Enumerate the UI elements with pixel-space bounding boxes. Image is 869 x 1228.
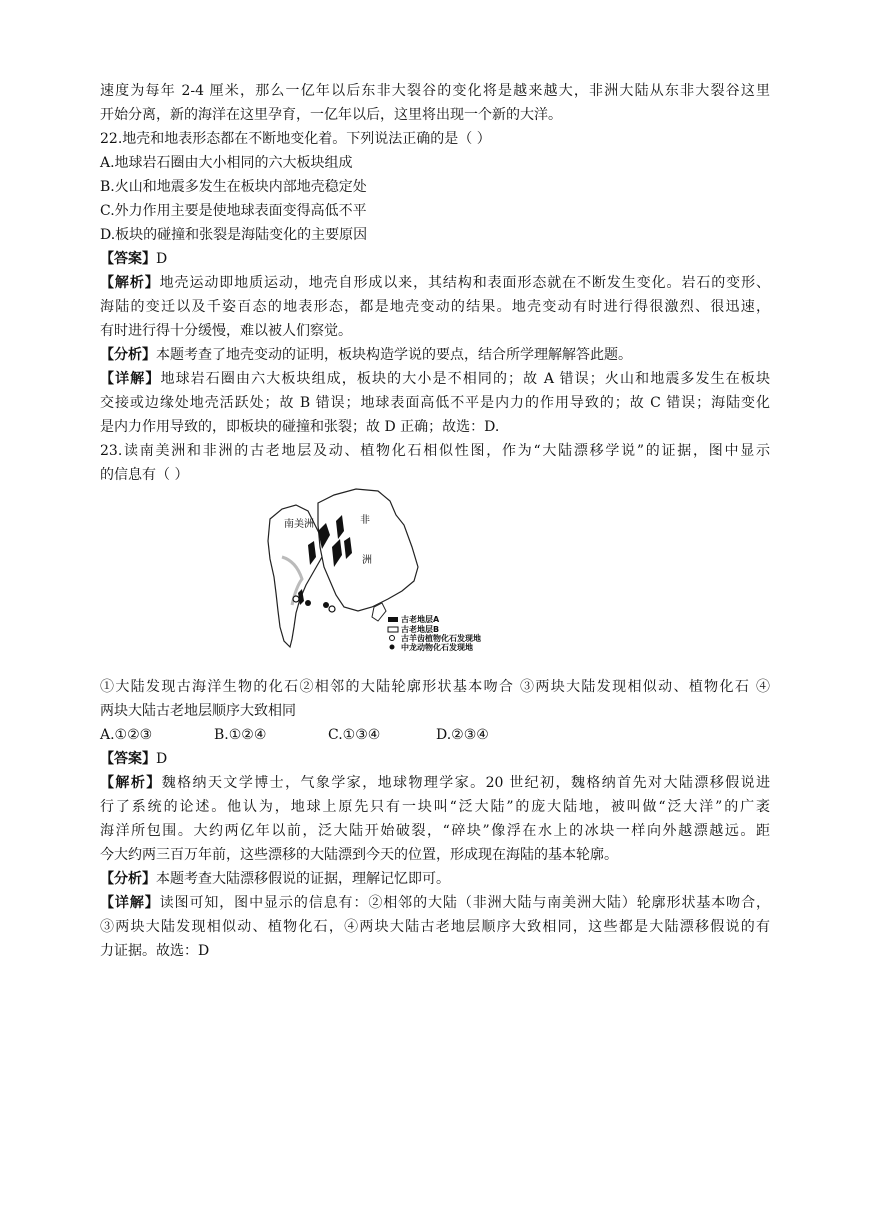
legend-swatch-fern-fossil xyxy=(390,636,395,641)
q22-answer xyxy=(100,248,770,270)
answer-value: D xyxy=(156,751,168,767)
legend-swatch-mesosaurus-fossil xyxy=(390,645,395,650)
detail-tag: 【详解】 xyxy=(100,371,161,387)
map-label-south-america: 南美洲 xyxy=(284,519,314,530)
q23-fenxi xyxy=(100,868,770,890)
intro-line-1: 速度为每年 2-4 厘米，那么一亿年以后东非大裂谷的变化将是越来越大，非洲大陆从东非大裂谷这里 xyxy=(100,83,770,99)
legend-item-a: 古老地层A xyxy=(401,615,440,624)
q22-analysis-line-1 xyxy=(100,272,770,294)
q23-detail-line-3: 力证据。故选：D xyxy=(100,943,210,959)
q23-option-a: A.①②③ xyxy=(100,727,153,743)
answer-value: D xyxy=(156,251,168,267)
q22-analysis-line-2: 海陆的变迁以及千姿百态的地表形态，都是地壳变动的结果。地壳变动有时进行得很激烈、很迅速， xyxy=(100,299,770,315)
q23-analysis-line-2: 行了系统的论述。他认为，地球上原先只有一块叫“泛大陆”的庞大陆地，被叫做“泛大洋”的广袤 xyxy=(100,799,770,815)
q23-detail-line-1 xyxy=(100,892,770,914)
intro-line-2: 开始分离，新的海洋在这里孕育，一亿年以后，这里将出现一个新的大洋。 xyxy=(100,107,562,123)
q23-stem-line-1: 23.读南美洲和非洲的古老地层及动、植物化石相似性图，作为“大陆漂移学说”的证据，图中显示 xyxy=(100,443,770,459)
q22-option-c: C.外力作用主要是使地球表面变得高低不平 xyxy=(100,203,367,219)
q23-statements-line-2: 两块大陆古老地层顺序大致相同 xyxy=(100,703,296,719)
q23-option-c: C.①③④ xyxy=(328,727,381,743)
q22-detail-line-3: 是内力作用导致的，即板块的碰撞和张裂；故 D 正确；故选：D. xyxy=(100,419,500,435)
q23-option-b: B.①②④ xyxy=(214,727,267,743)
fenxi-tag: 【分析】 xyxy=(100,871,156,887)
map-label-africa-1: 非 xyxy=(360,515,370,526)
legend-swatch-b xyxy=(388,627,398,632)
q22-option-a: A.地球岩石圈由大小相同的六大板块组成 xyxy=(100,155,353,171)
q22-option-b: B.火山和地震多发生在板块内部地壳稳定处 xyxy=(100,179,367,195)
legend-item-b: 古老地层B xyxy=(401,625,440,634)
analysis-text: 地壳运动即地质运动，地壳自形成以来，其结构和表面形态就在不断发生变化。岩石的变形、 xyxy=(159,275,771,291)
q23-option-d: D.②③④ xyxy=(436,727,489,743)
q23-stem-line-2: 的信息有（ ） xyxy=(100,467,189,483)
detail-text: 地球岩石圈由六大板块组成，板块的大小是不相同的；故 A 错误；火山和地震多发生在板块 xyxy=(160,371,770,387)
q23-analysis-line-3: 海洋所包围。大约两亿年以前，泛大陆开始破裂，“碎块”像浮在水上的冰块一样向外越漂越远。距 xyxy=(100,823,770,839)
q22-detail-line-1 xyxy=(100,368,770,390)
detail-text: 读图可知，图中显示的信息有：②相邻的大陆（非洲大陆与南美洲大陆）轮廓形状基本吻合， xyxy=(159,895,771,911)
map-label-africa-2: 洲 xyxy=(362,555,372,566)
analysis-tag: 【解析】 xyxy=(100,775,162,791)
fenxi-text: 本题考查大陆漂移假说的证据，理解记忆即可。 xyxy=(156,871,450,887)
q23-answer xyxy=(100,748,770,770)
q23-analysis-line-1 xyxy=(100,772,770,794)
answer-tag: 【答案】 xyxy=(100,751,156,767)
legend-item-fern-fossil: 古羊齿植物化石发现地 xyxy=(401,634,481,643)
continents-fossil-map xyxy=(262,487,506,659)
q23-analysis-line-4: 今大约两三百万年前，这些漂移的大陆漂到今天的位置，形成现在海陆的基本轮廓。 xyxy=(100,847,618,863)
q22-analysis-line-3: 有时进行得十分缓慢，难以被人们察觉。 xyxy=(100,323,352,339)
legend-item-mesosaurus-fossil: 中龙动物化石发现地 xyxy=(401,643,473,652)
legend-swatch-a xyxy=(388,617,398,622)
q22-option-d: D.板块的碰撞和张裂是海陆变化的主要原因 xyxy=(100,227,368,243)
answer-tag: 【答案】 xyxy=(100,251,156,267)
detail-tag: 【详解】 xyxy=(100,895,160,911)
q22-fenxi xyxy=(100,344,770,366)
q22-stem: 22.地壳和地表形态都在不断地变化着。下列说法正确的是（ ） xyxy=(100,131,491,147)
q22-detail-line-2: 交接或边缘处地壳活跃处；故 B 错误；地球表面高低不平是内力的作用导致的；故 C 错误；海陆变化 xyxy=(100,395,770,411)
fenxi-tag: 【分析】 xyxy=(100,347,156,363)
q23-statements-line-1: ①大陆发现古海洋生物的化石②相邻的大陆轮廓形状基本吻合 ③两块大陆发现相似动、植物化石 ④ xyxy=(100,679,770,695)
fenxi-text: 本题考查了地壳变动的证明，板块构造学说的要点，结合所学理解解答此题。 xyxy=(156,347,632,363)
analysis-tag: 【解析】 xyxy=(100,275,160,291)
q23-detail-line-2: ③两块大陆发现相似动、植物化石，④两块大陆古老地层顺序大致相同，这些都是大陆漂移假说的有 xyxy=(100,919,770,935)
analysis-text: 魏格纳天文学博士，气象学家，地球物理学家。20 世纪初，魏格纳首先对大陆漂移假说进 xyxy=(161,775,771,791)
